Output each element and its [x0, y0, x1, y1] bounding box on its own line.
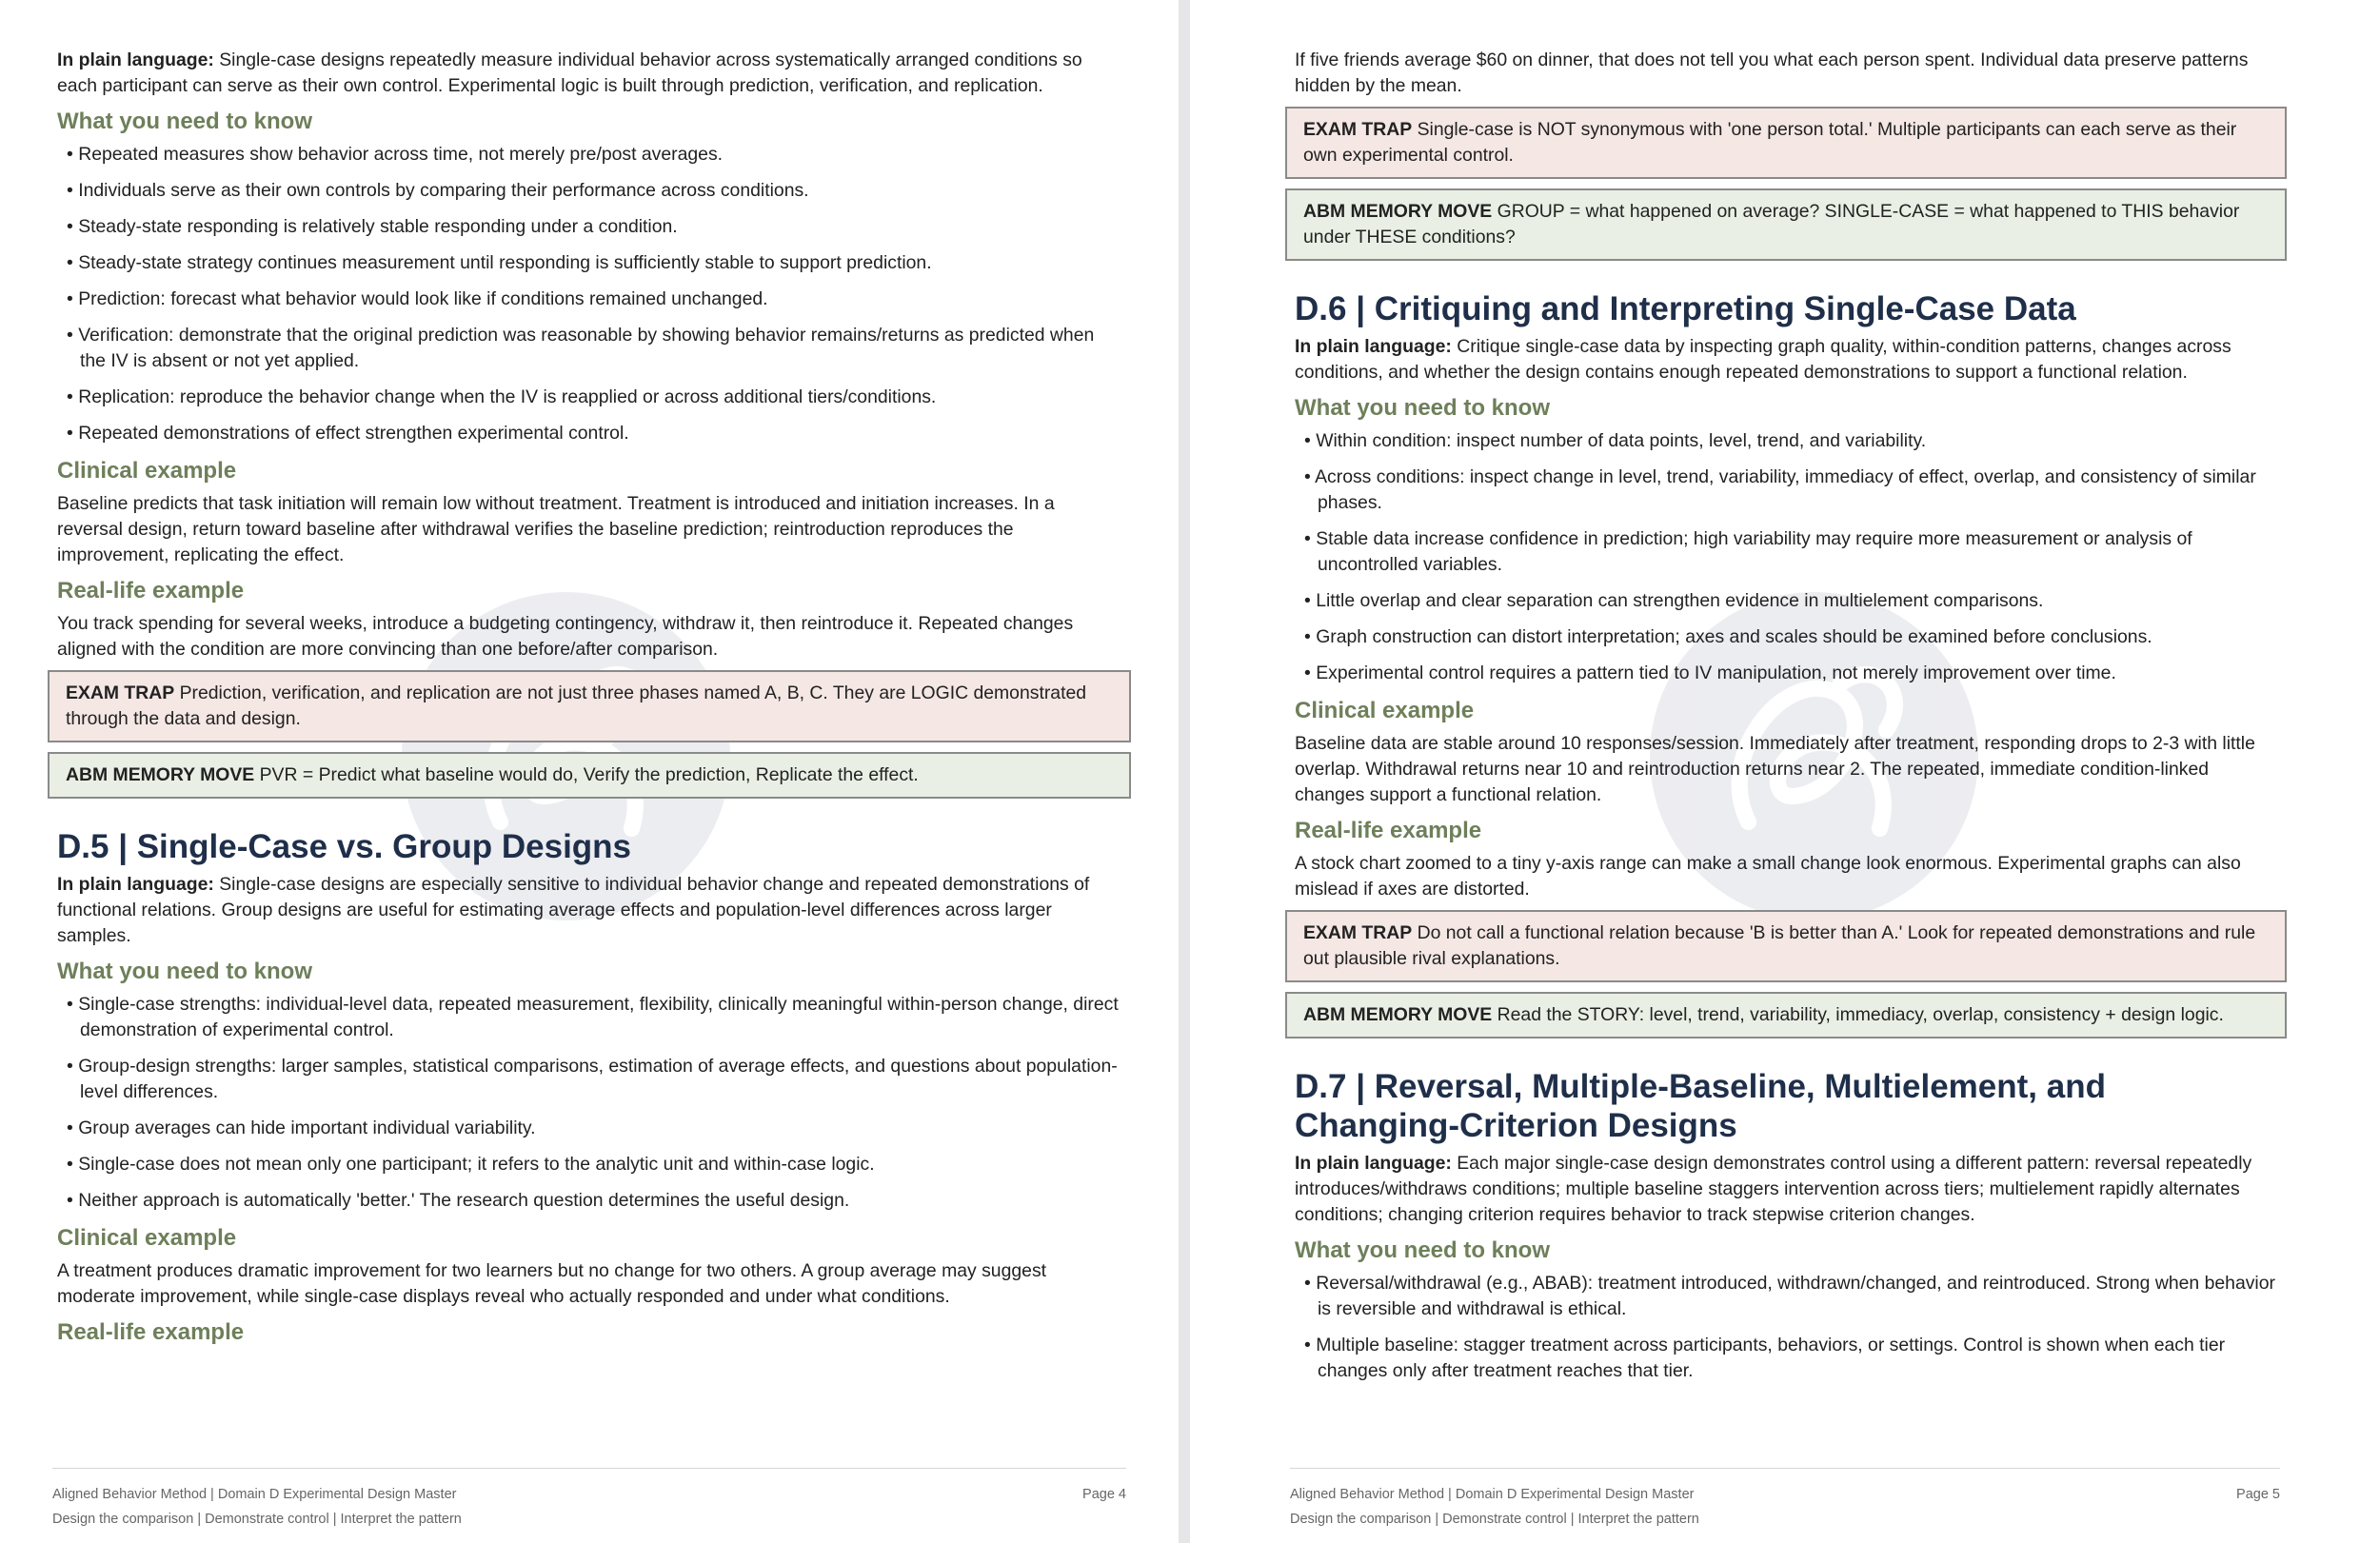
section-d7-title: D.7 | Reversal, Multiple-Baseline, Multielement, and Changing-Criterion Designs: [1295, 1068, 2106, 1144]
memory-move-text: Read the STORY: level, trend, variability, immediacy, overlap, consistency + design logic.: [1497, 1004, 2224, 1025]
page-number: Page 4: [1082, 1487, 1126, 1502]
d6-clinical-example-text: Baseline data are stable around 10 responses/session. Immediately after treatment, responding drops to 2-3 with little overlap. Withdrawal returns near 10 and reintroduction returns near 2. The repeated, immediate condition-linked changes support a functional relation.: [1295, 733, 2255, 805]
footer-title: Aligned Behavior Method | Domain D Experimental Design Master: [52, 1487, 457, 1502]
d7-intro-text: Each major single-case design demonstrates control using a different pattern: reversal repeatedly introduces/withdraws conditions; multiple baseline staggers intervention across tiers; multielement rapidly alternates conditions; changing criterion requires behavior to track stepwise criterion changes.: [1295, 1153, 2252, 1225]
d6-clinical-example-heading: Clinical example: [1295, 698, 1475, 723]
list-item: • Reversal/withdrawal (e.g., ABAB): treatment introduced, withdrawn/changed, and reintroduced. Strong when behavior is reversible and withdrawal is ethical.: [1295, 1271, 2277, 1322]
page-5: [1190, 0, 2380, 1543]
real-life-example-text: You track spending for several weeks, introduce a budgeting contingency, withdraw it, then reintroduce it. Repeated changes aligned with the condition are more convincing than one before/after comparison.: [57, 613, 1074, 660]
exam-trap-label: EXAM TRAP: [66, 682, 175, 703]
page-5-content: [1295, 48, 2277, 1395]
d5-need-to-know-list: [57, 992, 1121, 1214]
memory-move-label: ABM MEMORY MOVE: [1303, 201, 1493, 222]
list-item: • Single-case does not mean only one participant; it refers to the analytic unit and within-case logic.: [57, 1152, 1121, 1177]
list-item: • Group averages can hide important individual variability.: [57, 1116, 1121, 1141]
list-item: • Verification: demonstrate that the original prediction was reasonable by showing behavior remains/returns as predicted when the IV is absent or not yet applied.: [57, 323, 1121, 374]
d6-real-life-example-heading: Real-life example: [1295, 818, 1482, 843]
list-item: • Single-case strengths: individual-level data, repeated measurement, flexibility, clinically meaningful within-person change, direct demonstration of experimental control.: [57, 992, 1121, 1043]
exam-trap-label: EXAM TRAP: [1303, 119, 1413, 140]
d5-need-to-know-heading: What you need to know: [57, 959, 312, 984]
d7-intro-paragraph: [1295, 1151, 2277, 1228]
footer-title: Aligned Behavior Method | Domain D Experimental Design Master: [1290, 1487, 1695, 1502]
list-item: • Steady-state responding is relatively stable responding under a condition.: [57, 214, 1121, 240]
list-item: • Repeated demonstrations of effect strengthen experimental control.: [57, 421, 1121, 446]
exam-trap-text: Single-case is NOT synonymous with 'one person total.' Multiple participants can each serve as their own experimental control.: [1303, 119, 2237, 166]
memory-move-label: ABM MEMORY MOVE: [1303, 1004, 1493, 1025]
intro-label: In plain language:: [57, 49, 214, 70]
clinical-example-text: Baseline predicts that task initiation will remain low without treatment. Treatment is introduced and initiation increases. In a reversal design, return toward baseline after withdrawal verifies the baseline prediction; reintroduction reproduces the improvement, replicating the effect.: [57, 493, 1055, 565]
d7-need-to-know-heading: What you need to know: [1295, 1237, 1550, 1263]
d5-real-life-example-heading: Real-life example: [57, 1319, 245, 1345]
page-4-content: [57, 48, 1121, 1353]
list-item: • Stable data increase confidence in prediction; high variability may require more measurement or analysis of uncontrolled variables.: [1295, 526, 2277, 578]
list-item: • Experimental control requires a pattern tied to IV manipulation, not merely improvement over time.: [1295, 661, 2277, 686]
d7-intro-label: In plain language:: [1295, 1153, 1452, 1174]
d6-need-to-know-heading: What you need to know: [1295, 395, 1550, 421]
list-item: • Across conditions: inspect change in level, trend, variability, immediacy of effect, overlap, and consistency of similar phases.: [1295, 465, 2277, 516]
list-item: • Prediction: forecast what behavior would look like if conditions remained unchanged.: [57, 287, 1121, 312]
d6-intro-label: In plain language:: [1295, 336, 1452, 357]
d5-intro-paragraph: [57, 872, 1121, 949]
exam-trap-label: EXAM TRAP: [1303, 922, 1413, 943]
d5-intro-text: Single-case designs are especially sensitive to individual behavior change and repeated demonstrations of functional relations. Group designs are useful for estimating average effects and population-level differences across larger samples.: [57, 874, 1090, 946]
section-d5-title: D.5 | Single-Case vs. Group Designs: [57, 828, 632, 865]
list-item: • Group-design strengths: larger samples, statistical comparisons, estimation of average effects, and questions about population-level differences.: [57, 1054, 1121, 1105]
exam-trap-box: [48, 670, 1131, 742]
d5-clinical-example-text: A treatment produces dramatic improvement for two learners but no change for two others. A group average may suggest moderate improvement, while single-case displays reveal who actually responded and under what conditions.: [57, 1260, 1047, 1307]
d6-real-life-example-text: A stock chart zoomed to a tiny y-axis range can make a small change look enormous. Experimental graphs can also mislead if axes are distorted.: [1295, 853, 2241, 900]
exam-trap-text: Prediction, verification, and replication are not just three phases named A, B, C. They are LOGIC demonstrated through the data and design.: [66, 682, 1087, 729]
list-item: • Multiple baseline: stagger treatment across participants, behaviors, or settings. Control is shown when each tier changes only after treatment reaches that tier.: [1295, 1333, 2277, 1384]
d6-intro-text: Critique single-case data by inspecting graph quality, within-condition patterns, changes across conditions, and whether the design contains enough repeated demonstrations to support a functional relation.: [1295, 336, 2231, 383]
list-item: • Graph construction can distort interpretation; axes and scales should be examined before conclusions.: [1295, 624, 2277, 650]
memory-move-box: [1285, 188, 2287, 261]
section-d6-title: D.6 | Critiquing and Interpreting Single-Case Data: [1295, 290, 2076, 327]
memory-move-text: GROUP = what happened on average? SINGLE-CASE = what happened to THIS behavior under THESE conditions?: [1303, 201, 2240, 247]
real-life-example-text: If five friends average $60 on dinner, that does not tell you what each person spent. Individual data preserve patterns hidden by the mean.: [1295, 49, 2249, 96]
need-to-know-heading: What you need to know: [57, 109, 312, 134]
intro-paragraph: [57, 48, 1121, 99]
exam-trap-box: [1285, 107, 2287, 179]
d5-clinical-example-heading: Clinical example: [57, 1225, 237, 1251]
memory-move-text: PVR = Predict what baseline would do, Verify the prediction, Replicate the effect.: [259, 764, 919, 785]
d7-need-to-know-list: [1295, 1271, 2277, 1384]
list-item: • Replication: reproduce the behavior change when the IV is reapplied or across additional tiers/conditions.: [57, 385, 1121, 410]
real-life-example-heading: Real-life example: [57, 578, 245, 603]
memory-move-box: [48, 752, 1131, 799]
list-item: • Repeated measures show behavior across time, not merely pre/post averages.: [57, 142, 1121, 168]
clinical-example-heading: Clinical example: [57, 458, 237, 484]
page-footer: [52, 1468, 1126, 1528]
need-to-know-list: [57, 142, 1121, 446]
exam-trap-box: [1285, 910, 2287, 982]
d5-intro-label: In plain language:: [57, 874, 214, 895]
d6-intro-paragraph: [1295, 334, 2277, 386]
page-4: [0, 0, 1179, 1543]
page-footer: [1290, 1468, 2280, 1528]
memory-move-box: [1285, 992, 2287, 1039]
list-item: • Steady-state strategy continues measurement until responding is sufficiently stable to support prediction.: [57, 250, 1121, 276]
list-item: • Within condition: inspect number of data points, level, trend, and variability.: [1295, 428, 2277, 454]
list-item: • Individuals serve as their own controls by comparing their performance across conditions.: [57, 178, 1121, 204]
list-item: • Neither approach is automatically 'better.' The research question determines the useful design.: [57, 1188, 1121, 1214]
exam-trap-text: Do not call a functional relation because 'B is better than A.' Look for repeated demonstrations and rule out plausible rival explanations.: [1303, 922, 2256, 969]
d6-need-to-know-list: [1295, 428, 2277, 686]
list-item: • Little overlap and clear separation can strengthen evidence in multielement comparisons.: [1295, 588, 2277, 614]
intro-text: Single-case designs repeatedly measure individual behavior across systematically arranged conditions so each participant can serve as their own control. Experimental logic is built through prediction, verification, and replication.: [57, 49, 1082, 96]
memory-move-label: ABM MEMORY MOVE: [66, 764, 255, 785]
footer-tagline: Design the comparison | Demonstrate control | Interpret the pattern: [52, 1512, 462, 1527]
footer-tagline: Design the comparison | Demonstrate control | Interpret the pattern: [1290, 1512, 1699, 1527]
page-number: Page 5: [2236, 1487, 2280, 1502]
